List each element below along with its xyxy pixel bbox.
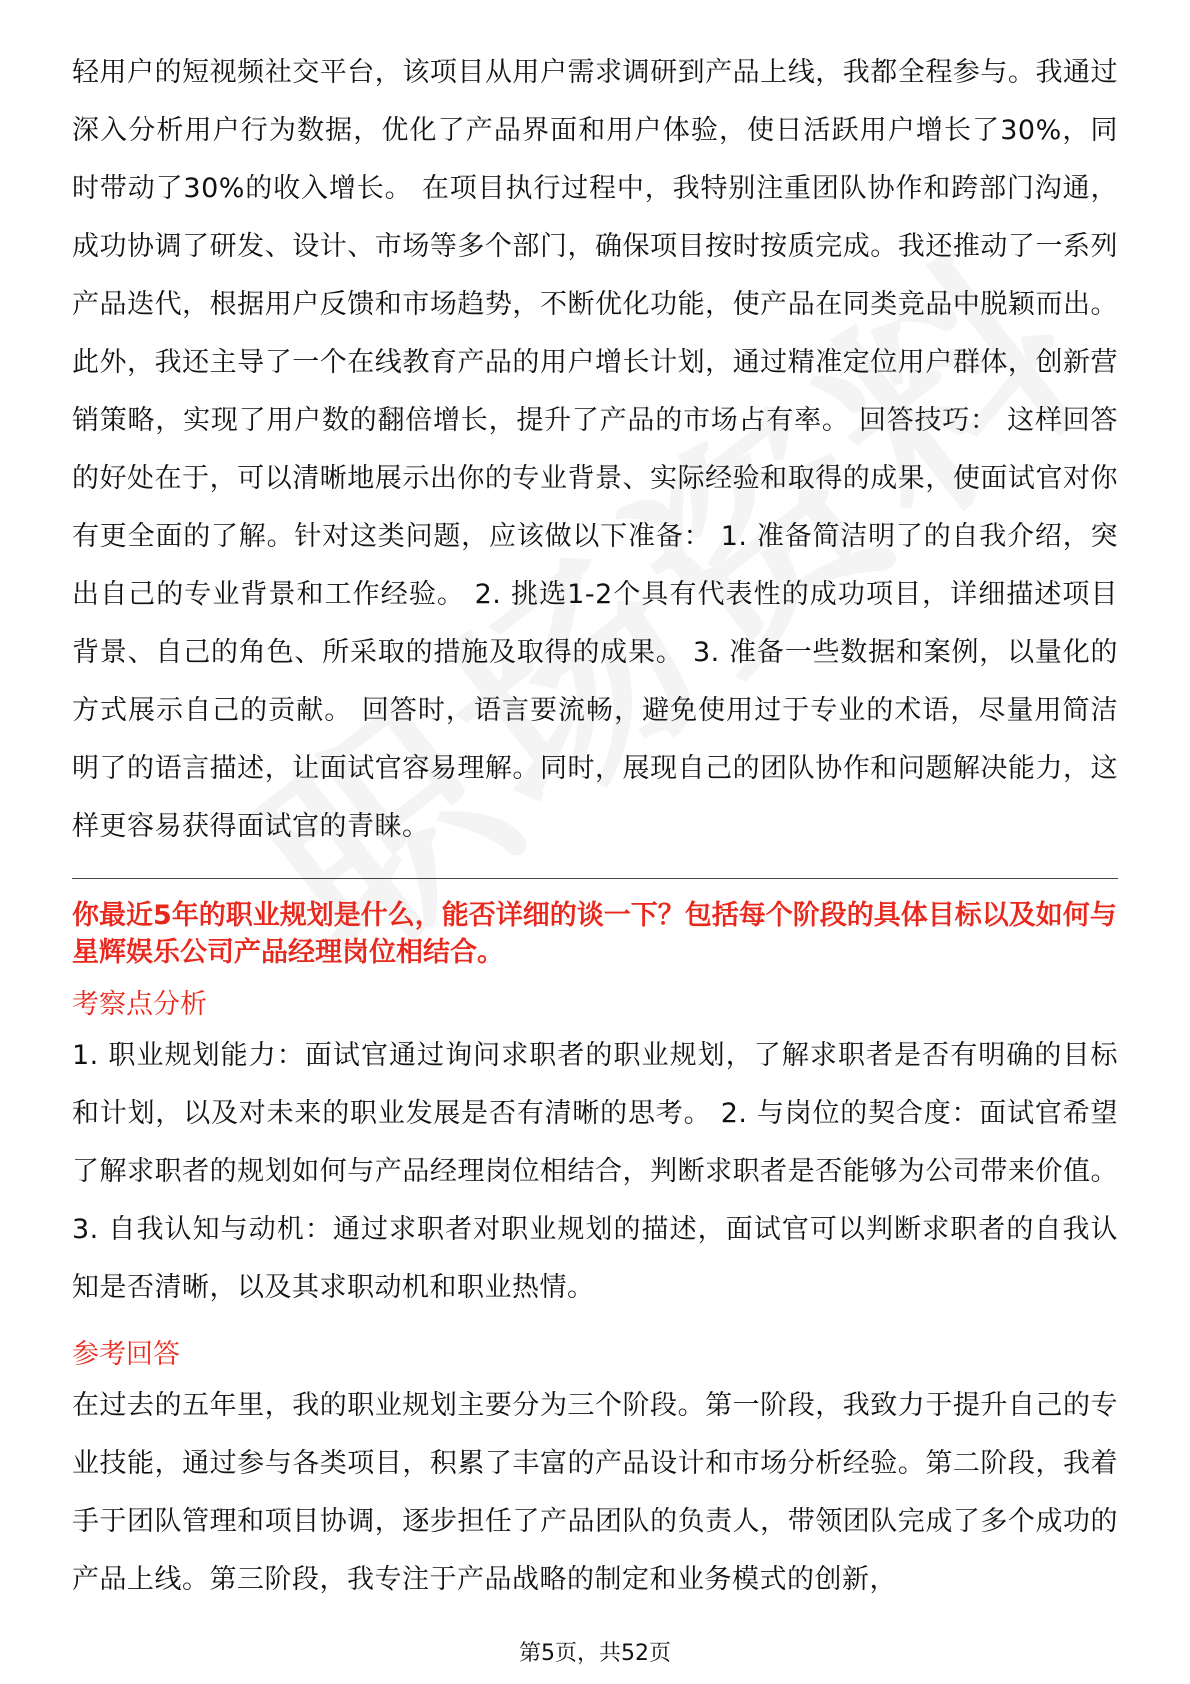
document-body bbox=[72, 44, 1118, 1609]
section-divider bbox=[72, 878, 1118, 879]
intro-paragraph: 轻用户的短视频社交平台，该项目从用户需求调研到产品上线，我都全程参与。我通过深入分析用户行为数据，优化了产品界面和用户体验，使日活跃用户增长了30%，同时带动了30%的收入增长。 在项目执行过程中，我特别注重团队协作和跨部门沟通，成功协调了研发、设计、市场等多个部门，确保项目按时按质完成。我还推动了一系列产品迭代，根据用户反馈和市场趋势，不断优化功能，使产品在同类竞品中脱颖而出。 此外，我还主导了一个在线教育产品的用户增长计划，通过精准定位用户群体，创新营销策略，实现了用户数的翻倍增长，提升了产品的市场占有率。 回答技巧： 这样回答的好处在于，可以清晰地展示出你的专业背景、实际经验和取得的成果，使面试官对你有更全面的了解。针对这类问题，应该做以下准备： 1. 准备简洁明了的自我介绍，突出自己的专业背景和工作经验。 2. 挑选1-2个具有代表性的成功项目，详细描述项目背景、自己的角色、所采取的措施及取得的成果。 3. 准备一些数据和案例，以量化的方式展示自己的贡献。 回答时，语言要流畅，避免使用过于专业的术语，尽量用简洁明了的语言描述，让面试官容易理解。同时，展现自己的团队协作和问题解决能力，这样更容易获得面试官的青睐。 bbox=[72, 57, 1118, 842]
reference-paragraph: 在过去的五年里，我的职业规划主要分为三个阶段。第一阶段，我致力于提升自己的专业技能，通过参与各类项目，积累了丰富的产品设计和市场分析经验。第二阶段，我着手于团队管理和项目协调，逐步担任了产品团队的负责人，带领团队完成了多个成功的产品上线。第三阶段，我专注于产品战略的制定和业务模式的创新， bbox=[72, 1390, 1118, 1595]
interview-question: 你最近5年的职业规划是什么，能否详细的谈一下？包括每个阶段的具体目标以及如何与星辉娱乐公司产品经理岗位相结合。 bbox=[72, 900, 1117, 968]
analysis-heading: 考察点分析 bbox=[72, 989, 207, 1020]
reference-heading: 参考回答 bbox=[72, 1339, 180, 1370]
page-number: 第5页，共52页 bbox=[519, 1641, 671, 1666]
analysis-paragraph: 1. 职业规划能力：面试官通过询问求职者的职业规划，了解求职者是否有明确的目标和计划，以及对未来的职业发展是否有清晰的思考。 2. 与岗位的契合度：面试官希望了解求职者的规划如何与产品经理岗位相结合，判断求职者是否能够为公司带来价值。 3. 自我认知与动机：通过求职者对职业规划的描述，面试官可以判断求职者的自我认知是否清晰，以及其求职动机和职业热情。 bbox=[72, 1040, 1118, 1303]
